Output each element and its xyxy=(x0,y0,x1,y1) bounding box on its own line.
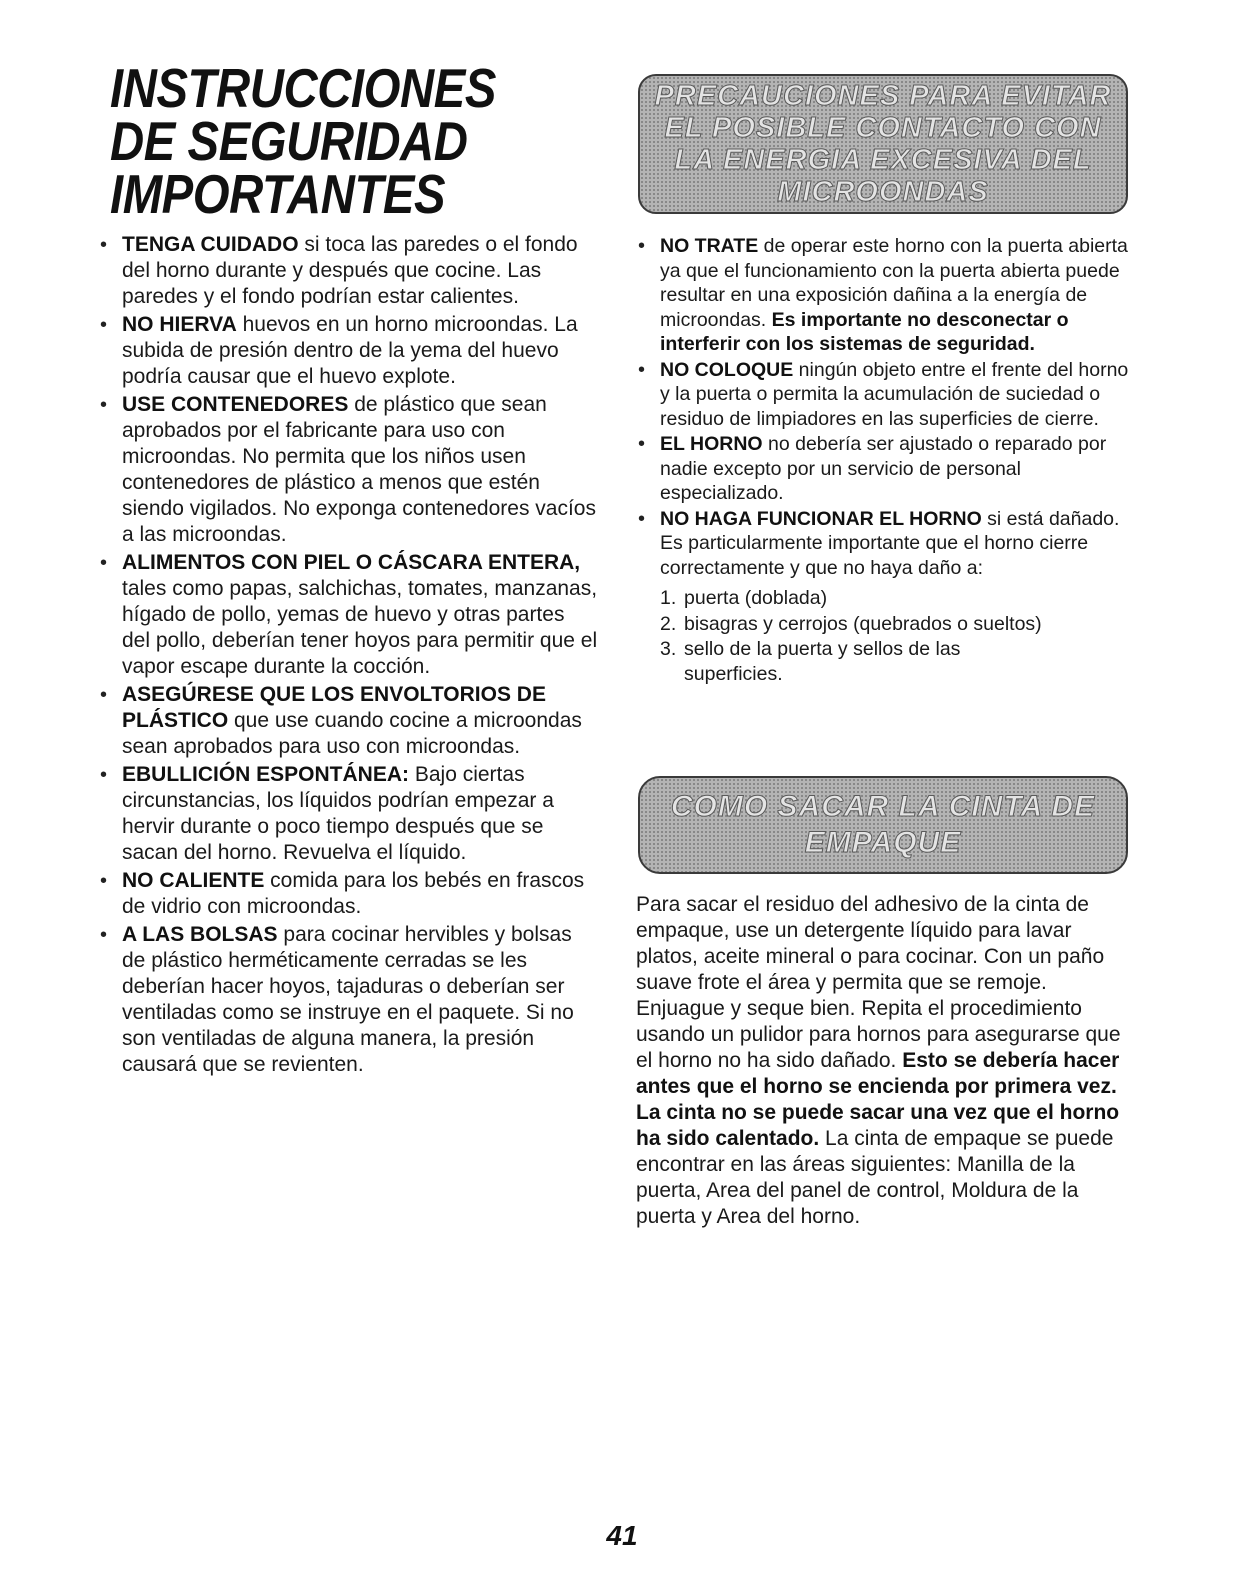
item-keyword: NO CALIENTE xyxy=(122,869,265,892)
safety-instructions-column xyxy=(98,232,598,1080)
damage-list-item xyxy=(660,586,1136,611)
page-number: 41 xyxy=(606,1520,638,1551)
banner-line: MICROONDAS xyxy=(777,176,989,208)
precautions-banner xyxy=(638,74,1128,214)
banner-line: LA ENERGIA EXCESIVA DEL xyxy=(674,144,1092,176)
paragraph-text: Para sacar el residuo del adhesivo de la cinta de empaque, use un detergente líquido para lavar platos, aceite mineral o para cocinar. Con un paño suave frote el área y permita que se remoje. Enjuague y seque bien. Repita el procedimiento usando un pulidor para hornos para asegurarse que el horno no ha sido dañado. xyxy=(636,893,1121,1072)
item-text: puerta (doblada) xyxy=(684,587,828,609)
item-text: para cocinar hervibles y bolsas de plástico herméticamente cerradas se les deberían hacer hoyos, tajaduras o deberían ser ventiladas como se instruye en el paquete. Si no son ventiladas de alguna manera, la presión causará que se revienten. xyxy=(122,923,574,1076)
page-title xyxy=(110,57,590,225)
title-line-2: DE SEGURIDAD xyxy=(110,110,468,172)
item-text: de plástico que sean aprobados por el fabricante para uso con microondas. No permita que los niños usen contenedores de plástico a menos que estén siendo vigilados. No exponga contenedores vacíos a las microondas. xyxy=(122,393,596,546)
item-keyword: ASEGÚRESE QUE LOS ENVOLTORIOS DE PLÁSTICO xyxy=(122,683,546,732)
list-item xyxy=(98,550,598,680)
list-item xyxy=(98,762,598,866)
precautions-banner-heading xyxy=(655,80,1112,208)
item-text: huevos en un horno microondas. La subida de presión dentro de la yema del huevo podría causar que el huevo explote. xyxy=(122,313,578,388)
item-text: ningún objeto entre el frente del horno y la puerta o permita la acumulación de suciedad o residuo de limpiadores en las superficies de cierre. xyxy=(660,358,1129,430)
title-line-1: INSTRUCCIONES xyxy=(110,57,496,119)
item-text: comida para los bebés en frascos de vidrio con microondas. xyxy=(122,869,585,918)
tape-removal-banner-heading xyxy=(671,789,1095,861)
item-text: si toca las paredes o el fondo del horno durante y después que cocine. Las paredes y el fondo podrían estar calientes. xyxy=(122,233,578,308)
list-item xyxy=(636,234,1136,357)
item-text: que use cuando cocine a microondas sean aprobados para uso con microondas. xyxy=(122,709,582,758)
item-text: si está dañado. Es particularmente importante que el horno cierre correctamente y que no haya daño a: xyxy=(660,507,1120,579)
banner-line: EL POSIBLE CONTACTO CON xyxy=(664,112,1102,144)
item-text: no debería ser ajustado o reparado por nadie excepto por un servicio de personal especializado. xyxy=(660,433,1107,504)
list-item xyxy=(98,682,598,760)
item-keyword: EBULLICIÓN ESPONTÁNEA: xyxy=(122,763,410,786)
list-item xyxy=(98,922,598,1078)
list-item xyxy=(636,358,1136,432)
item-keyword: NO COLOQUE xyxy=(660,358,794,381)
item-keyword: USE CONTENEDORES xyxy=(122,393,349,416)
item-text: bisagras y cerrojos (quebrados o sueltos) xyxy=(684,612,1042,635)
precautions-column xyxy=(636,234,1136,687)
list-item xyxy=(636,432,1136,506)
item-emphasis: Es importante no desconectar o interferir con los sistemas de seguridad. xyxy=(660,308,1069,355)
item-keyword: NO TRATE xyxy=(660,235,759,257)
tape-removal-paragraph xyxy=(636,892,1131,1230)
item-text: de operar este horno con la puerta abierta ya que el funcionamiento con la puerta abierta puede resultar en una exposición dañina a la energía de microondas. xyxy=(660,235,1128,331)
item-text: Bajo ciertas circunstancias, los líquidos podrían empezar a hervir durante o poco tiempo después que se sacan del horno. Revuelva el líquido. xyxy=(122,763,554,864)
item-text: sello de la puerta y sellos de las xyxy=(684,638,961,660)
title-line-3: IMPORTANTES xyxy=(110,163,446,225)
item-keyword: A LAS BOLSAS xyxy=(122,923,278,946)
item-keyword: NO HIERVA xyxy=(122,313,237,336)
item-keyword: NO HAGA FUNCIONAR EL HORNO xyxy=(660,507,982,530)
safety-instructions-list xyxy=(98,232,598,1078)
item-keyword: ALIMENTOS CON PIEL O CÁSCARA ENTERA, xyxy=(122,551,581,574)
banner-line: PRECAUCIONES PARA EVITAR xyxy=(654,80,1112,112)
paragraph-text-end: La cinta de empaque se puede encontrar en las áreas siguientes: Manilla de la puerta, Area del panel de control, Moldura de la puerta y Area del horno. xyxy=(636,1127,1114,1228)
item-number: 2. xyxy=(660,612,677,635)
item-text: tales como papas, salchichas, tomates, manzanas, hígado de pollo, yemas de huevo y otras partes del pollo, deberían tener hoyos para permitir que el vapor escape durante la cocción. xyxy=(122,577,598,678)
banner-line: EMPAQUE xyxy=(804,826,962,859)
paragraph-emphasis: Esto se debería hacer antes que el horno se encienda por primera vez. La cinta no se puede sacar una vez que el horno ha sido calentado. xyxy=(636,1049,1120,1150)
banner-line: COMO SACAR LA CINTA DE xyxy=(670,790,1096,823)
list-item xyxy=(98,868,598,920)
tape-removal-banner xyxy=(638,776,1128,874)
precautions-list xyxy=(636,234,1136,686)
list-item xyxy=(98,392,598,548)
damage-list-item xyxy=(660,612,1136,637)
list-item xyxy=(98,232,598,310)
item-keyword: TENGA CUIDADO xyxy=(122,233,299,256)
item-keyword: EL HORNO xyxy=(660,433,763,455)
item-number: 1. xyxy=(660,587,677,609)
damage-list xyxy=(660,586,1136,686)
list-item xyxy=(98,312,598,390)
list-item xyxy=(636,507,1136,687)
item-number: 3. xyxy=(660,638,677,660)
damage-list-item xyxy=(660,637,1136,686)
item-text-continued: superficies. xyxy=(684,662,783,685)
